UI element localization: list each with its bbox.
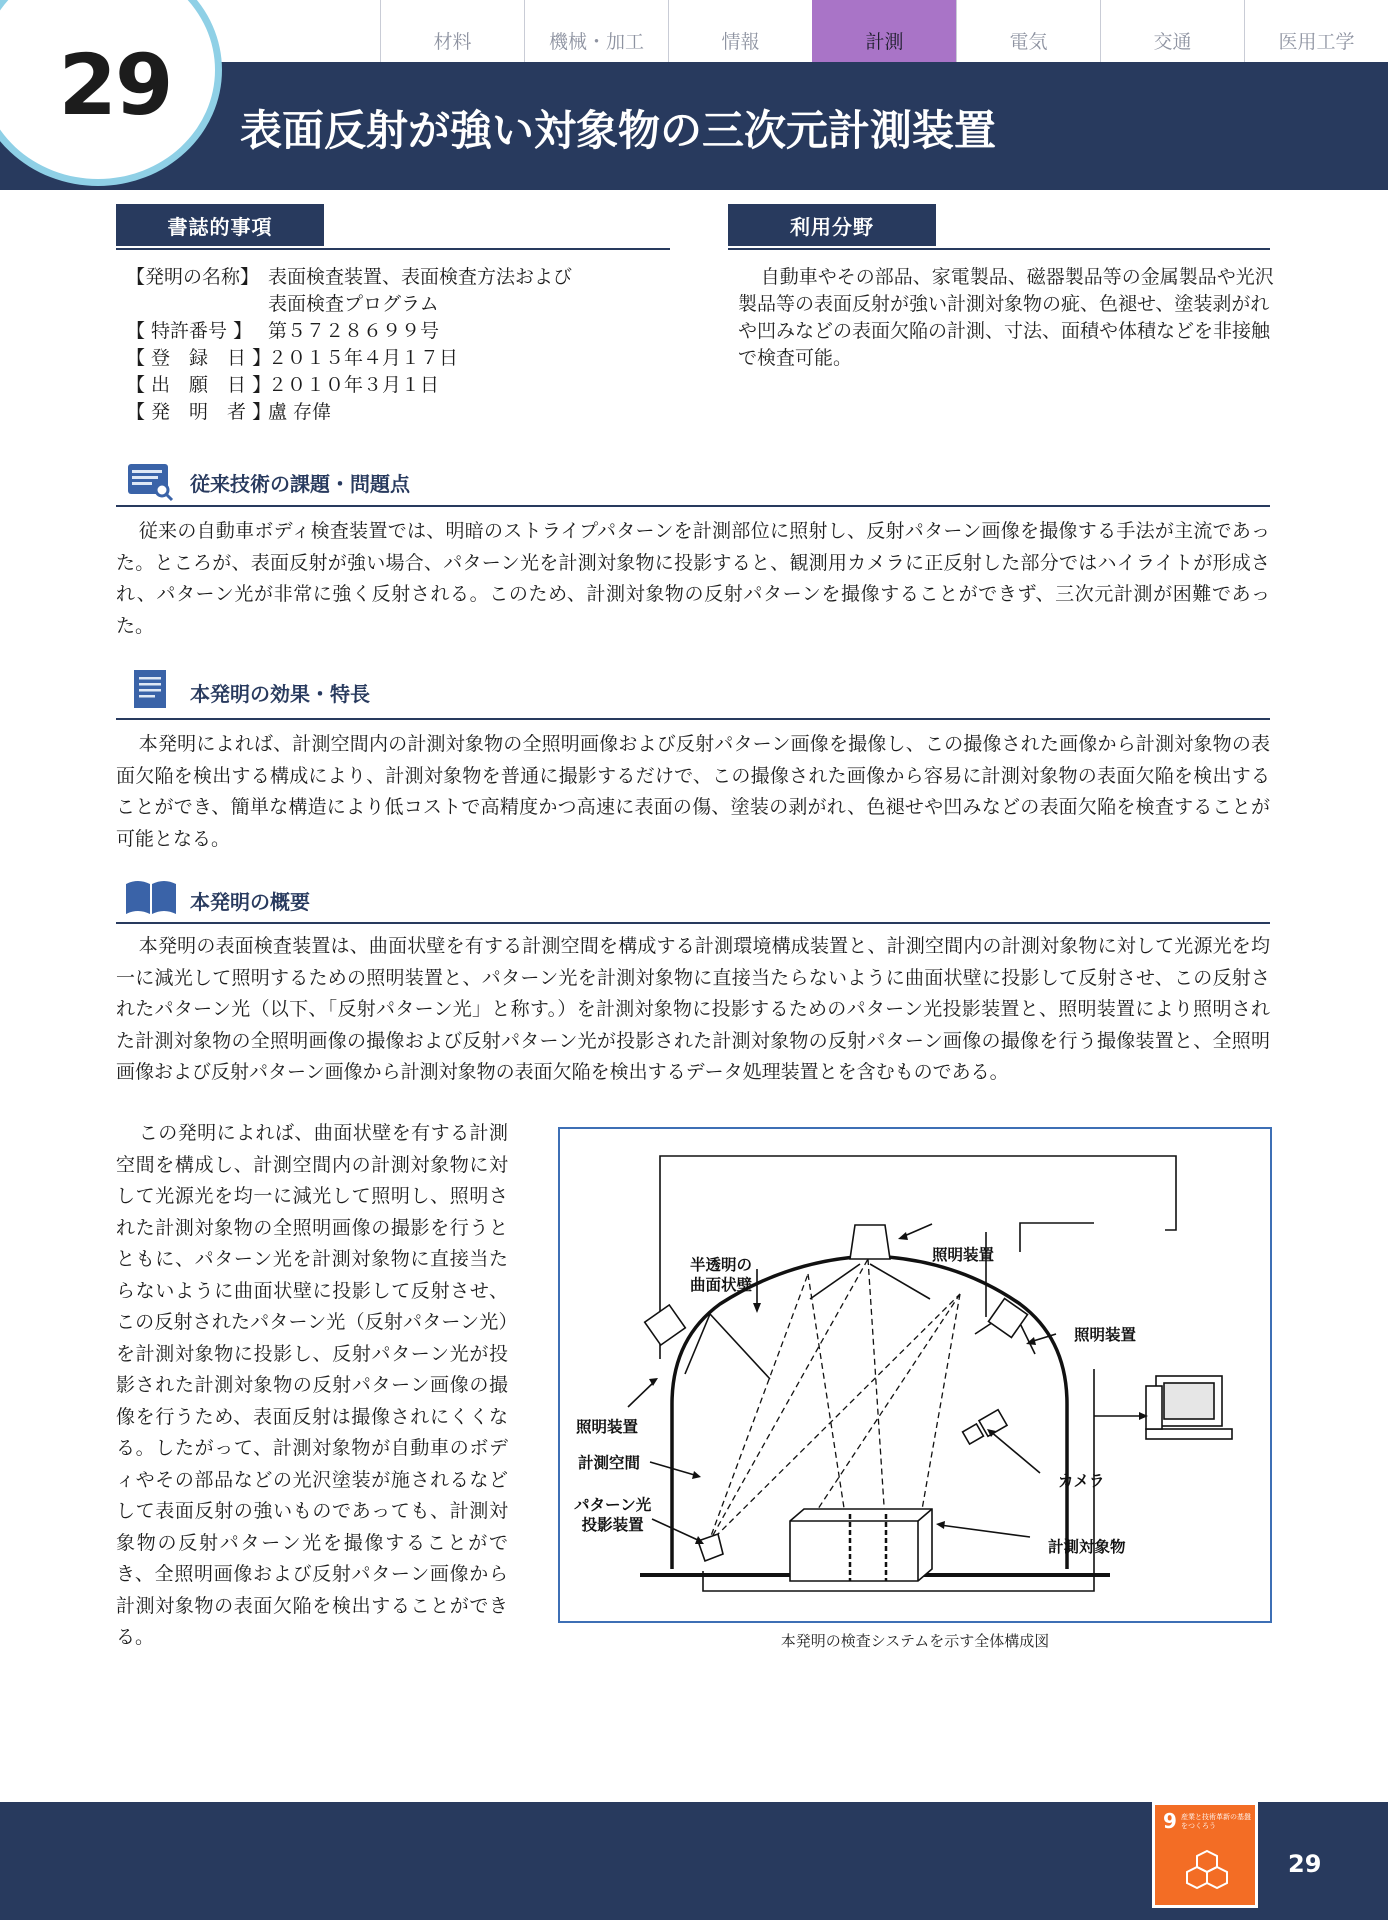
biblio-row: 【 発 明 者 】 盧 存偉 [126,401,332,423]
label-lighting-right: 照明装置 [1074,1326,1137,1344]
cubes-icon [1181,1847,1233,1899]
fields-text: 自動車やその部品、家電製品、磁器製品等の金属製品や光沢製品等の表面反射が強い計測対象物の疵、色褪せ、塗装剥がれや凹みなどの表面欠陥の計測、寸法、面積や体積などを非接触で検査可能。 [738,266,1274,369]
sdg-text: 産業と技術革新の基盤をつくろう [1181,1813,1251,1830]
system-diagram [558,1127,1272,1623]
tab-measurement[interactable]: 計測 [812,0,956,62]
label-lighting-top: 照明装置 [932,1246,995,1264]
biblio-row: 【 登 録 日 】 ２０１５年４月１７日 [126,347,459,369]
tab-medical[interactable]: 医用工学 [1244,0,1388,62]
diagram-drawing [560,1129,1270,1621]
problem-title: 従来技術の課題・問題点 [190,472,410,496]
sdg-number: 9 [1163,1809,1177,1833]
label-measurement-space: 計測空間 [578,1454,641,1472]
label-translucent-wall: 半透明の 曲面状壁 [690,1256,753,1294]
effect-rule [116,718,1270,720]
label-camera: カメラ [1058,1472,1105,1490]
biblio-heading: 書誌的事項 [116,204,324,246]
biblio-row: 【 特許番号 】 第５７２８６９９号 [126,320,440,342]
tab-transport[interactable]: 交通 [1100,0,1244,62]
tab-electric[interactable]: 電気 [956,0,1100,62]
problem-rule [116,505,1270,507]
label-pattern-projector: パターン光 投影装置 [574,1496,652,1534]
fields-rule [728,248,1270,250]
document-icon [132,668,168,710]
tab-materials[interactable]: 材料 [380,0,524,62]
article-number: 29 [58,36,172,134]
label-target-object: 計測対象物 [1048,1538,1126,1556]
tab-information[interactable]: 情報 [668,0,812,62]
open-book-icon [124,878,178,916]
figure-caption: 本発明の検査システムを示す全体構成図 [780,1632,1050,1650]
effect-text: 本発明によれば、計測空間内の計測対象物の全照明画像および反射パターン画像を撮像し、この撮像された画像から計測対象物の表面欠陥を検出する構成により、計測対象物を普通に撮影するだけで、この撮像された画像から容易に計測対象物の表面欠陥を検出することができ、簡単な構造により低コストで高精度かつ高速に表面の傷、塗装の剥がれ、色褪せや凹みなどの表面欠陥を検査することが可能となる。 [116,733,1270,850]
overview-text-2: この発明によれば、曲面状壁を有する計測空間を構成し、計測空間内の計測対象物に対して光源光を均一に減光して照明し、照明された計測対象物の全照明画像の撮影を行うとともに、パターン光を計測対象物に直接当たらないように曲面状壁に投影して反射させ、この反射されたパターン光（反射パターン光）を計測対象物に投影し、反射パターン光が投影された計測対象物の反射パターン画像の撮像を行うため、表面反射は撮像されにくくなる。したがって、計測対象物が自動車のボディやその部品などの光沢塗装が施されるなどして表面反射の強いものであっても、計測対象物の反射パターン光を撮像することができ、全照明画像および反射パターン画像から計測対象物の表面欠陥を検出することができる。 [116,1122,508,1648]
label-lighting-left: 照明装置 [576,1418,639,1436]
overview-rule [116,922,1270,924]
effect-title: 本発明の効果・特長 [190,682,370,706]
overview-text: 本発明の表面検査装置は、曲面状壁を有する計測空間を構成する計測環境構成装置と、計測空間内の計測対象物に対して光源光を均一に減光して照明するための照明装置と、パターン光を計測対象物に直接当たらないように曲面状壁に投影して反射させ、この反射されたパターン光（以下、「反射パターン光」と称す。）を計測対象物に投影するためのパターン光投影装置と、照明装置により照明された計測対象物の全照明画像の撮像および反射パターン光が投影された計測対象物の反射パターン画像の撮像を行う撮像装置と、全照明画像および反射パターン画像から計測対象物の表面欠陥を検出するデータ処理装置とを含むものである。 [116,935,1270,1083]
biblio-row: 表面検査プログラム [268,293,439,315]
sdg-goal-9-badge [1152,1802,1258,1908]
category-tabs [380,0,1388,62]
biblio-row: 【発明の名称】 表面検査装置、表面検査方法および [126,266,573,288]
biblio-list [126,264,572,426]
tab-machining[interactable]: 機械・加工 [524,0,668,62]
fields-heading: 利用分野 [728,204,936,246]
overview-title: 本発明の概要 [190,890,310,914]
page-number: 29 [1288,1850,1322,1878]
problem-text: 従来の自動車ボディ検査装置では、明暗のストライプパターンを計測部位に照射し、反射パターン画像を撮像する手法が主流であった。ところが、表面反射が強い場合、パターン光を計測対象物に投影すると、観測用カメラに正反射した部分ではハイライトが形成され、パターン光が非常に強く反射される。このため、計測対象物の反射パターンを撮像することができず、三次元計測が困難であった。 [116,520,1270,637]
biblio-row: 【 出 願 日 】 ２０１０年３月１日 [126,374,440,396]
page-title: 表面反射が強い対象物の三次元計測装置 [240,106,997,155]
biblio-rule [116,248,670,250]
monitor-search-icon [126,460,174,502]
